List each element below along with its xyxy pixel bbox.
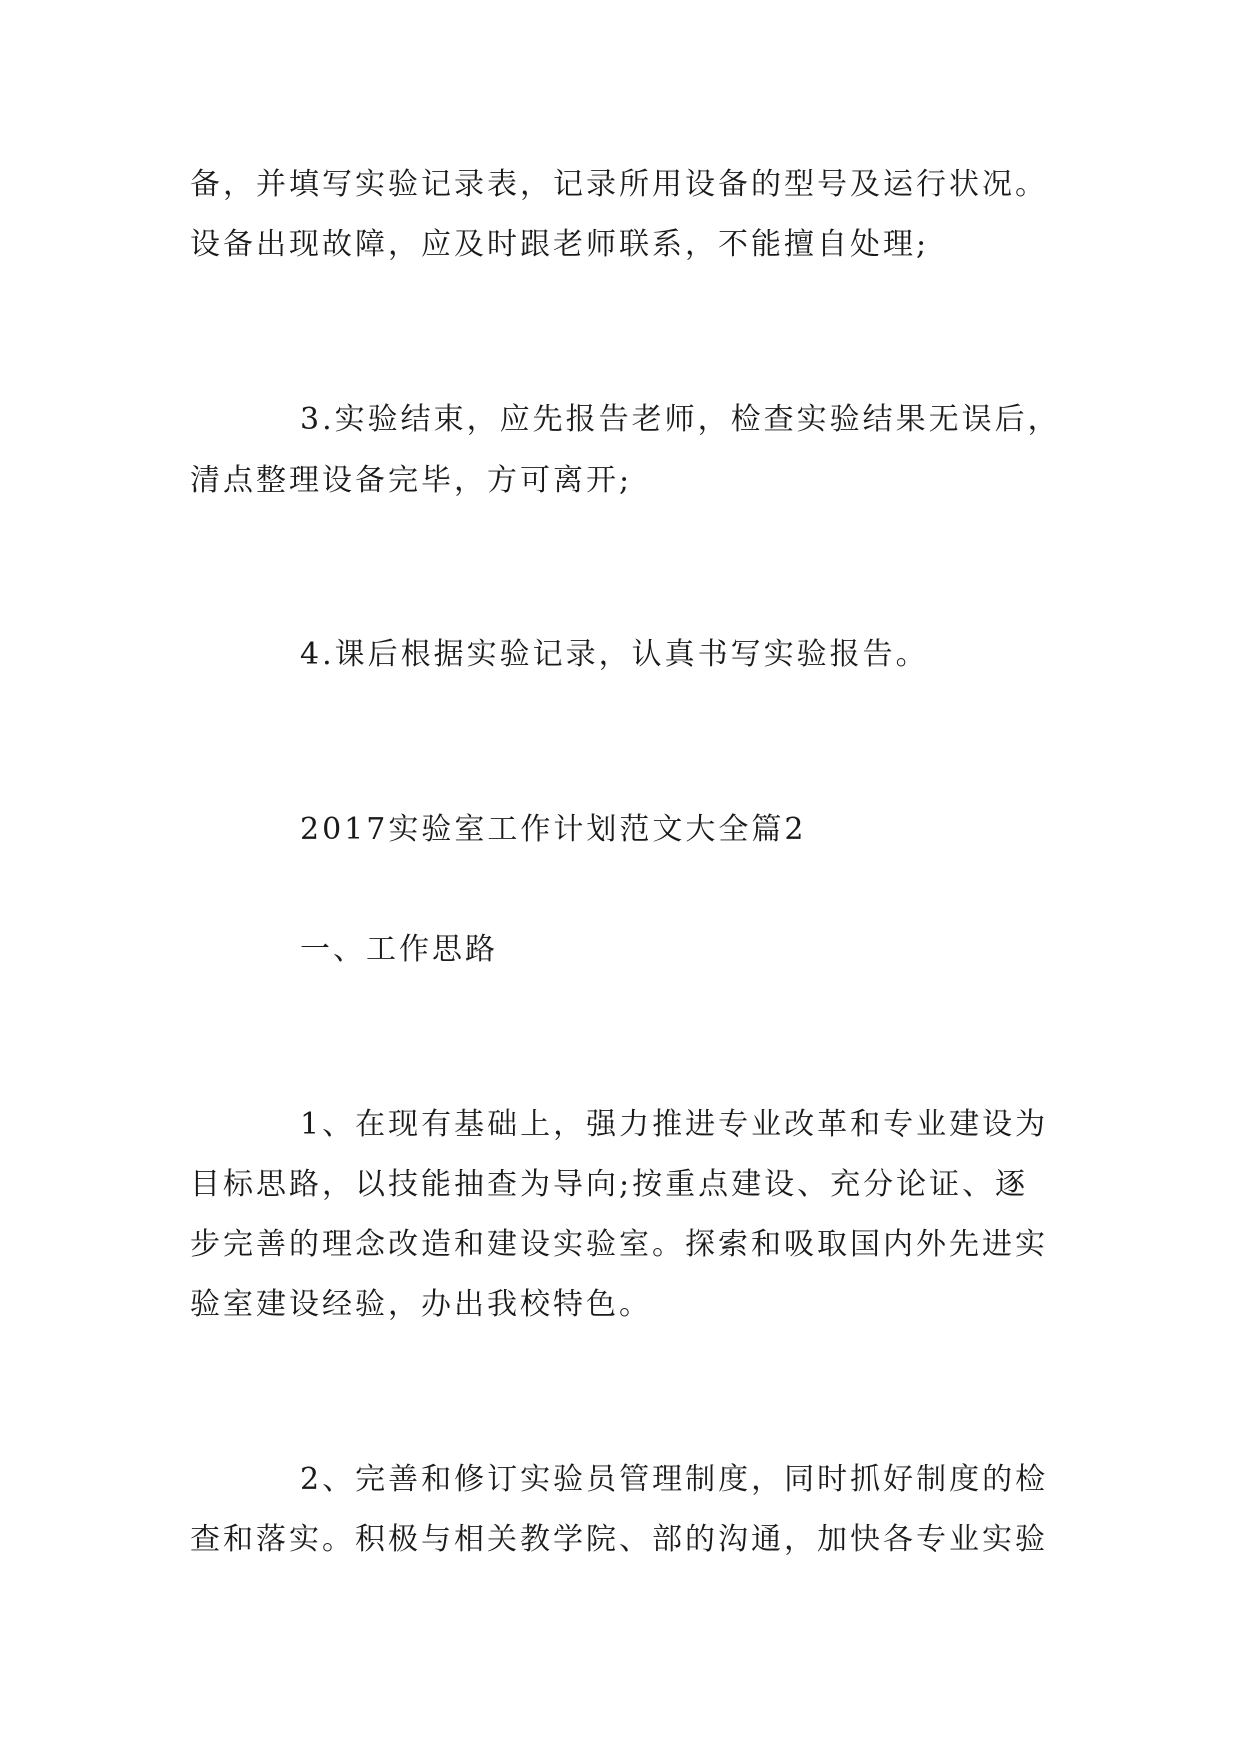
list-item-3-line: 清点整理设备完毕，方可离开; bbox=[190, 463, 633, 498]
paragraph-line: 步完善的理念改造和建设实验室。探索和吸取国内外先进实 bbox=[190, 1227, 1048, 1262]
paragraph-line: 1、在现有基础上，强力推进专业改革和专业建设为 bbox=[300, 1107, 1049, 1142]
paragraph-line: 查和落实。积极与相关教学院、部的沟通，加快各专业实验 bbox=[190, 1522, 1048, 1557]
paragraph-line: 2、完善和修订实验员管理制度，同时抓好制度的检 bbox=[300, 1462, 1049, 1497]
section-title: 2017实验室工作计划范文大全篇2 bbox=[300, 812, 807, 847]
paragraph-line: 目标思路，以技能抽查为导向;按重点建设、充分论证、逐 bbox=[190, 1167, 1029, 1202]
list-item-3-line: 3.实验结束，应先报告老师，检查实验结果无误后， bbox=[300, 402, 1061, 437]
paragraph-line: 设备出现故障，应及时跟老师联系，不能擅自处理; bbox=[190, 227, 930, 262]
list-item-4-line: 4.课后根据实验记录，认真书写实验报告。 bbox=[300, 637, 929, 672]
section-heading: 一、工作思路 bbox=[300, 932, 498, 967]
paragraph-line: 验室建设经验，办出我校特色。 bbox=[190, 1287, 652, 1322]
paragraph-line: 备，并填写实验记录表，记录所用设备的型号及运行状况。 bbox=[190, 167, 1048, 202]
